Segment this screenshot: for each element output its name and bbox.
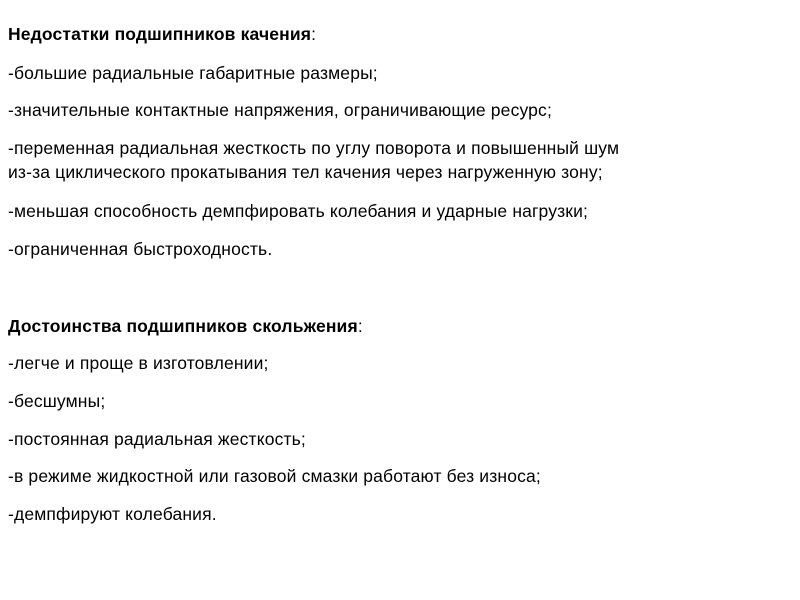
advantage-item-5: -демпфируют колебания. (8, 504, 217, 524)
disadvantage-item-1: -большие радиальные габаритные размеры; (8, 63, 378, 83)
advantage-item-2: -бесшумны; (8, 391, 106, 411)
disadvantage-item-3: -переменная радиальная жесткость по углу поворота и повышенный шум (8, 138, 620, 158)
advantage-item-4: -в режиме жидкостной или газовой смазки работают без износа; (8, 466, 541, 486)
disadvantages-heading (8, 23, 316, 45)
advantages-heading (8, 315, 363, 337)
slide-content (8, 0, 792, 600)
advantages-title-colon: : (357, 316, 363, 336)
disadvantage-item-2: -значительные контактные напряжения, ограничивающие ресурс; (8, 100, 552, 120)
advantage-item-1: -легче и проще в изготовлении; (8, 353, 269, 373)
disadvantage-item-3-continuation: из-за циклического прокатывания тел качения через нагруженную зону; (8, 162, 603, 182)
disadvantages-title-colon: : (311, 24, 317, 44)
advantage-item-3: -постоянная радиальная жесткость; (8, 429, 306, 449)
disadvantage-item-4: -меньшая способность демпфировать колебания и ударные нагрузки; (8, 201, 589, 221)
advantages-title: Достоинства подшипников скольжения (8, 316, 358, 336)
disadvantages-title: Недостатки подшипников качения (8, 24, 312, 44)
disadvantage-item-5: -ограниченная быстроходность. (8, 239, 273, 259)
